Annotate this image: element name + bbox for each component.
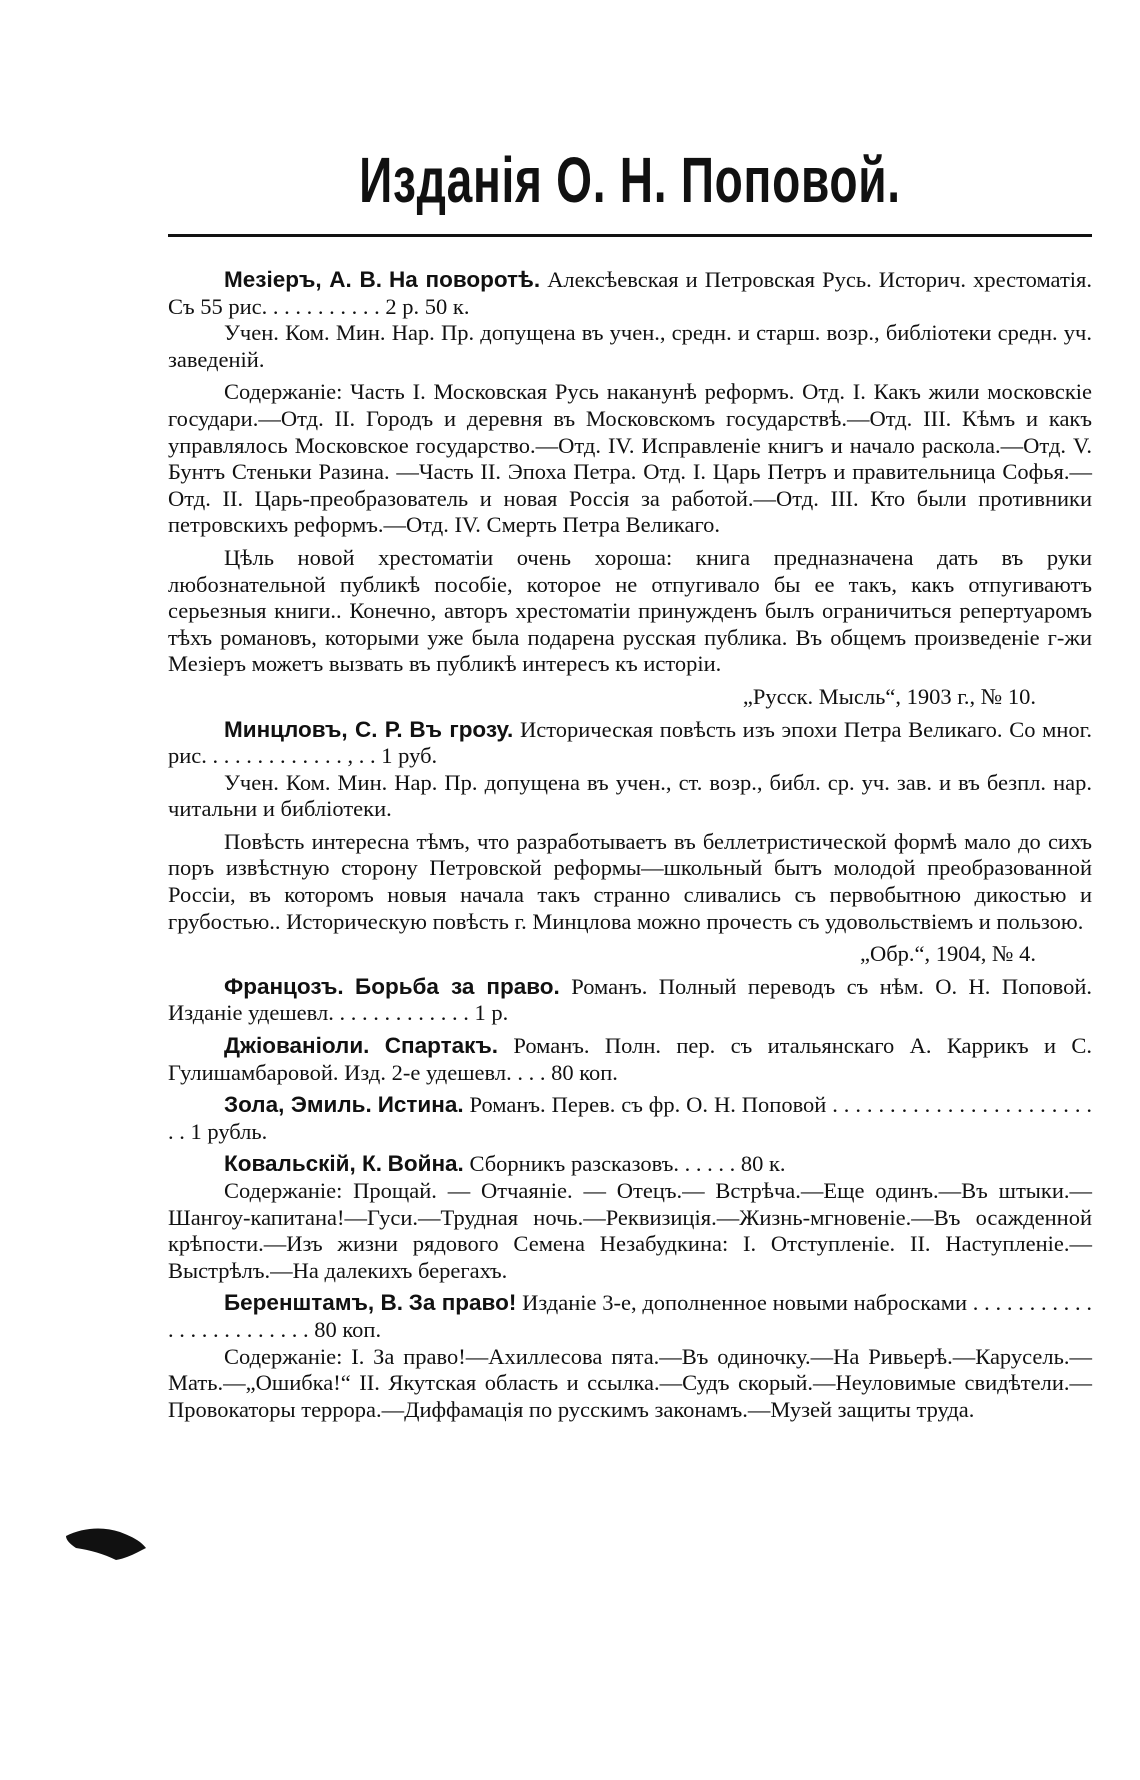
entry-price: 80 коп. [551, 1059, 618, 1085]
entry-author: Минцловъ, С. Р. [224, 716, 403, 742]
entry-description: Сборникъ разсказовъ. . . . . . [469, 1151, 736, 1177]
entry-price: 80 коп. [314, 1316, 382, 1342]
entry-author: Ковальскій, К. [224, 1151, 382, 1177]
entry-book-title: Истина. [377, 1092, 464, 1118]
entry-book-title: На поворотѣ. [389, 267, 541, 292]
entry-author: Францозъ. [224, 973, 344, 999]
entry-review: Цѣль новой хрестоматіи очень хороша: книга предназначена дать въ руки любознательной публикѣ пособіе, которое не отпугивало бы ее такъ, какъ отпугиваютъ серьезныя книги.. Конечно, авторъ хрестоматіи принужденъ былъ ограничиться репертуаромъ тѣхъ романовъ, которыми уже была подарена русская публика. Въ общемъ произведеніе г-жи Мезіеръ можетъ вызвать въ публикѣ интересъ къ исторіи. [168, 544, 1092, 677]
catalog-body [168, 267, 1092, 1423]
entry-heading [168, 717, 1092, 770]
entry-price: 1 рубль. [190, 1118, 268, 1144]
entry-price: 1 р. [474, 1000, 509, 1026]
entry-contents: Содержаніе: Прощай. — Отчаяніе. — Отецъ.— Встрѣча.—Еще одинъ.—Въ штыки.—Шангоу-капитана!—Гуси.—Трудная ночь.—Реквизиція.—Жизнь-мгновеніе.—Въ осажденной крѣпости.—Изъ жизни рядового Семена Незабудкина: I. Отступленіе. II. Наступленіе.—Выстрѣлъ.—На далекихъ берегахъ. [168, 1178, 1092, 1283]
catalog-entry-kovalsky [168, 1151, 1092, 1284]
entry-heading [168, 1033, 1092, 1086]
entry-author: Мезіеръ, А. В. [224, 267, 382, 292]
entry-heading [168, 1290, 1092, 1343]
entry-description: Историческая повѣсть изъ эпохи Петра Великаго. Со мног. рис. . . . . . . . . . . . . , . . [168, 716, 1092, 769]
entry-description: Романъ. Полный переводъ съ нѣм. О. Н. Поповой. Изданіе удешевл. . . . . . . . . . . . . [168, 973, 1093, 1026]
entry-paragraph: Содержаніе: Часть I. Московская Русь наканунѣ реформъ. Отд. I. Какъ жили московскіе государи.—Отд. II. Городъ и деревня въ Московскомъ государствѣ.—Отд. III. Кѣмъ и какъ управлялось Московское государство.—Отд. IV. Исправленіе книгъ и начало раскола.—Отд. V. Бунтъ Стеньки Разина. —Часть II. Эпоха Петра. Отд. I. Царь Петръ и правительница Софья.—Отд. II. Царь-преобразователь и новая Россія за работой.—Отд. III. Кто были противники петровскихъ реформъ.—Отд. IV. Смерть Петра Великаго. [168, 379, 1092, 538]
entry-contents: Содержаніе: I. За право!—Ахиллесова пята.—Въ одиночку.—На Ривьерѣ.—Карусель.—Мать.—„Ошибка!“ II. Якутская область и ссылка.—Судъ скорый.—Неуловимые свидѣтели.—Провокаторы террора.—Диффамація по русскимъ законамъ.—Музей защиты труда. [168, 1343, 1092, 1422]
entry-paragraph: Учен. Ком. Мин. Нар. Пр. допущена въ учен., ст. возр., библ. ср. уч. зав. и въ безпл. нар. читальни и библіотеки. [168, 769, 1092, 822]
entry-author: Джіованіоли. [224, 1033, 370, 1059]
entry-book-title: За право! [408, 1290, 517, 1316]
entry-description: Романъ. Перев. съ фр. О. Н. Поповой . . . . . . . . . . . . . . . . . . . . . . . . . [168, 1092, 1093, 1144]
title-rule [168, 234, 1092, 237]
entry-price: 1 руб. [381, 743, 438, 769]
entry-heading [168, 267, 1092, 320]
entry-price: 80 к. [740, 1151, 786, 1177]
entry-heading [168, 1151, 1092, 1178]
entry-author: Зола, Эмиль. [224, 1092, 372, 1118]
catalog-entry-zola [168, 1092, 1092, 1145]
entry-review: Повѣсть интересна тѣмъ, что разработываетъ въ беллетристической формѣ мало до сихъ поръ извѣстную сторону Петровской реформы—школьный бытъ молодой преобразованной Россіи, въ которомъ новыя начала такъ странно сливались съ первобытною дикостью и грубостью.. Историческую повѣсть г. Минцлова можно прочесть съ удовольствіемъ и пользою. [168, 828, 1092, 934]
entry-description: Романъ. Полн. пер. съ итальянскаго А. Каррикъ и С. Гулишамбаровой. Изд. 2-е удешевл. . . . [168, 1033, 1093, 1085]
catalog-entry-berenshtam [168, 1290, 1092, 1423]
entry-heading [168, 974, 1092, 1027]
entry-book-title: Спартакъ. [384, 1033, 499, 1059]
catalog-entry-giovagnoli [168, 1033, 1092, 1086]
entry-paragraph: Учен. Ком. Мин. Нар. Пр. допущена въ учен., средн. и старш. возр., библіотеки средн. уч. заведеній. [168, 320, 1092, 372]
catalog-entry-mintslov [168, 717, 1092, 968]
review-source: „Русск. Мысль“, 1903 г., № 10. [742, 683, 1036, 709]
entry-description: Алексѣевская и Петровская Русь. Историч. хрестоматія. Съ 55 рис. . . . . . . . . . . [168, 267, 1093, 319]
entry-book-title: Въ грозу. [409, 716, 514, 742]
entry-heading [168, 1092, 1092, 1145]
catalog-entry-franzos [168, 974, 1092, 1027]
entry-book-title: Война. [387, 1151, 464, 1177]
review-source: „Обр.“, 1904, № 4. [859, 941, 1036, 967]
catalog-entry-meziere [168, 267, 1092, 711]
page-title: Изданія О. Н. Поповой. [359, 144, 901, 216]
entry-price: 2 р. 50 к. [385, 293, 470, 319]
entry-book-title: Борьба за право. [355, 973, 560, 999]
ink-blot [64, 1522, 148, 1562]
entry-description: Изданіе 3-е, дополненное новыми набросками . . . . . . . . . . . . . . . . . . . . . . . . [168, 1290, 1093, 1342]
entry-author: Беренштамъ, В. [224, 1290, 403, 1316]
